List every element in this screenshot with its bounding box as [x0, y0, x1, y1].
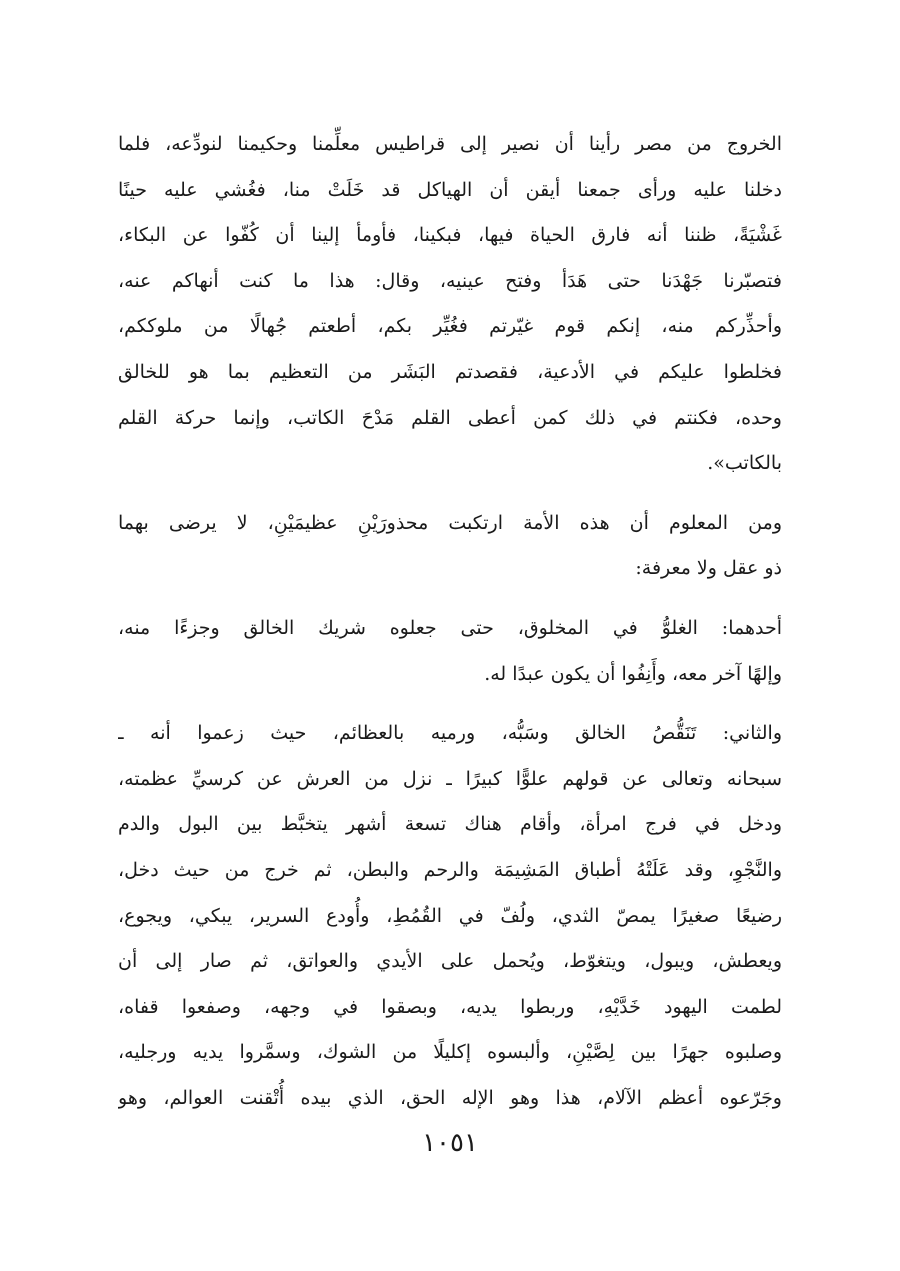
text-line: فتصبّرنا جَهْدَنا حتى هَدَأ وفتح عينيه، وقال: هذا ما كنت أنهاكم عنه،	[118, 269, 782, 292]
text-line: سبحانه وتعالى عن قولهم علوًّا كبيرًا ـ نزل من العرش عن كرسيِّ عظمته،	[118, 767, 782, 790]
text-line: وأحذِّركم منه، إنكم قوم غيّرتم فغُيِّر بكم، أطعتم جُهالًا من ملوككم،	[118, 315, 782, 338]
text-line: وحده، فكنتم في ذلك كمن أعطى القلم مَدْحَ الكاتب، وإنما حركة القلم	[118, 406, 782, 429]
text-line: أحدهما: الغلوُّ في المخلوق، حتى جعلوه شريك الخالق وجزءًا منه،	[118, 616, 782, 639]
page-body	[118, 122, 782, 1135]
text-line: فخلطوا عليكم في الأدعية، فقصدتم البَشَر من التعظيم بما هو للخالق	[118, 360, 782, 383]
text-line: لطمت اليهود خَدَّيْهِ، وربطوا يديه، وبصقوا في وجهه، وصفعوا قفاه،	[118, 995, 782, 1018]
text-line: بالكاتب».	[707, 452, 782, 475]
text-line: ذو عقل ولا معرفة:	[635, 557, 782, 580]
text-line: غَشْيَةً، ظننا أنه فارق الحياة فيها، فبكينا، فأومأ إلينا أن كُفّوا عن البكاء،	[118, 224, 782, 247]
text-line: ومن المعلوم أن هذه الأمة ارتكبت محذورَيْنِ عظيمَيْنِ، لا يرضى بهما	[118, 511, 782, 534]
text-line: دخلنا عليه ورأى جمعنا أيقن أن الهياكل قد خَلَتْ منا، فغُشي عليه حينًا	[118, 178, 782, 201]
paragraph-3	[118, 606, 782, 697]
text-line: ودخل في فرج امرأة، وأقام هناك تسعة أشهر يتخبَّط بين البول والدم	[118, 813, 782, 836]
text-line: وصلبوه جهرًا بين لِصَّيْنِ، وألبسوه إكليلًا من الشوك، وسمَّروا يديه ورجليه،	[118, 1041, 782, 1064]
text-line: والنَّجْوِ، وقد عَلَتْهُ أطباق المَشِيمَة والرحم والبطن، ثم خرج من حيث دخل،	[118, 858, 782, 881]
text-line: الخروج من مصر رأينا أن نصير إلى قراطيس معلِّمنا وحكيمنا لنودِّعه، فلما	[118, 133, 782, 155]
paragraph-4	[118, 711, 782, 1121]
text-line: ويعطش، ويبول، ويتغوّط، ويُحمل على الأيدي والعواتق، ثم صار إلى أن	[118, 950, 782, 973]
text-line: وإلهًا آخر معه، وأَنِفُوا أن يكون عبدًا له.	[484, 662, 782, 685]
text-line: رضيعًا صغيرًا يمصّ الثدي، ولُفّ في القُمُطِ، وأُودع السرير، يبكي، ويجوع،	[118, 904, 782, 927]
text-line: وجَرّعوه أعظم الآلام، هذا وهو الإله الحق، الذي بيده أُتْقنت العوالم، وهو	[118, 1086, 782, 1109]
paragraph-1	[118, 122, 782, 487]
paragraph-2	[118, 501, 782, 592]
page-number: ١٠٥١	[422, 1128, 478, 1158]
text-line: والثاني: تَنَقُّصُ الخالق وسَبُّه، ورميه بالعظائم، حيث زعموا أنه ـ	[118, 722, 782, 745]
